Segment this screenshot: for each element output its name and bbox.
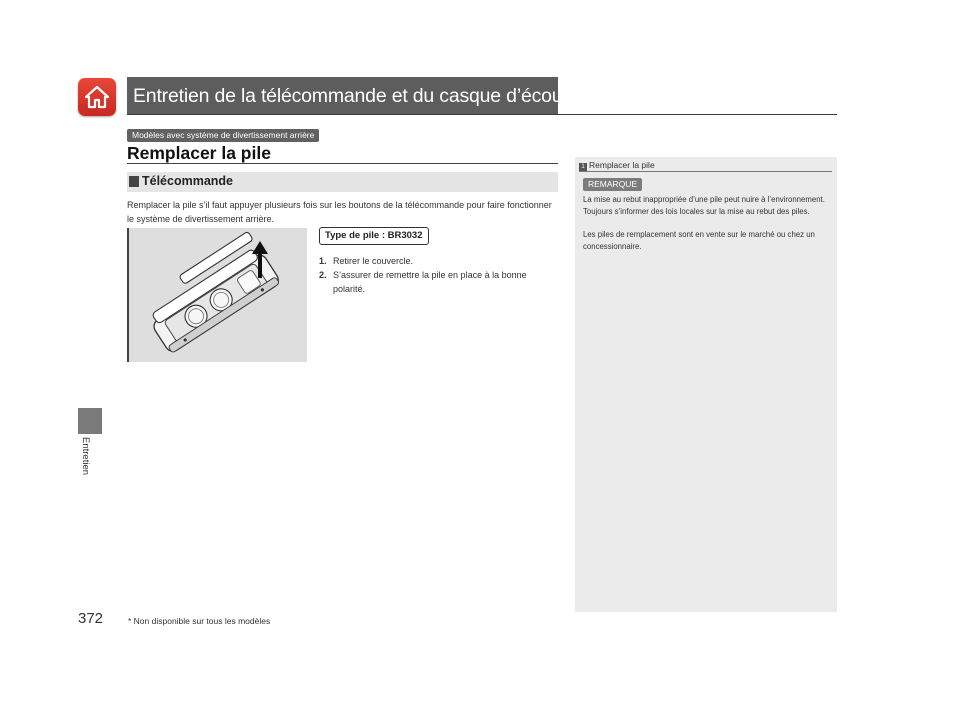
remarque-badge: REMARQUE [583, 178, 642, 191]
section-title: Remplacer la pile [127, 143, 271, 163]
step-text: Retirer le couvercle. [333, 256, 414, 266]
step-item [319, 268, 559, 296]
model-badge: Modèles avec système de divertissement arrière [127, 129, 319, 142]
footnote-marker: * [642, 85, 647, 98]
step-number: 1. [319, 256, 327, 266]
notes-heading [579, 160, 655, 171]
notes-paragraph: La mise au rebut inappropriée d’une pile peut nuire à l’environnement. Toujours s’informer des lois locales sur la mise au rebut des piles. [583, 195, 825, 216]
home-icon [83, 83, 111, 111]
page-number: 372 [78, 610, 104, 627]
notes-body [583, 194, 831, 264]
notes-heading-text: Remplacer la pile [589, 160, 655, 170]
battery-type-badge: Type de pile : BR3032 [319, 227, 429, 245]
reference-icon: 1 [579, 163, 587, 171]
header-divider [127, 114, 837, 115]
home-button[interactable] [78, 78, 116, 116]
subsection-title: Télécommande [142, 174, 234, 188]
step-text: S’assurer de remettre la pile en place à la bonne polarité. [333, 270, 527, 294]
notes-divider [579, 171, 832, 172]
chapter-label: Entretien [80, 437, 91, 476]
footnote: * Non disponible sur tous les modèles [128, 616, 271, 626]
remote-control-image [129, 228, 307, 362]
section-body: Remplacer la pile s’il faut appuyer plusieurs fois sur les boutons de la télécommande pour faire fonctionner le système de divertissement arrière. [127, 200, 552, 224]
notes-paragraph: Les piles de remplacement sont en vente sur le marché ou chez un concessionnaire. [583, 230, 815, 251]
chapter-tab[interactable] [78, 408, 102, 434]
step-number: 2. [319, 270, 327, 280]
page-title: Entretien de la télécommande et du casque d’écoute sans fil* [133, 85, 647, 107]
step-item [319, 254, 559, 268]
steps-list [319, 254, 559, 296]
remote-illustration [127, 228, 307, 362]
square-bullet-icon [129, 176, 139, 187]
section-divider [127, 163, 558, 164]
